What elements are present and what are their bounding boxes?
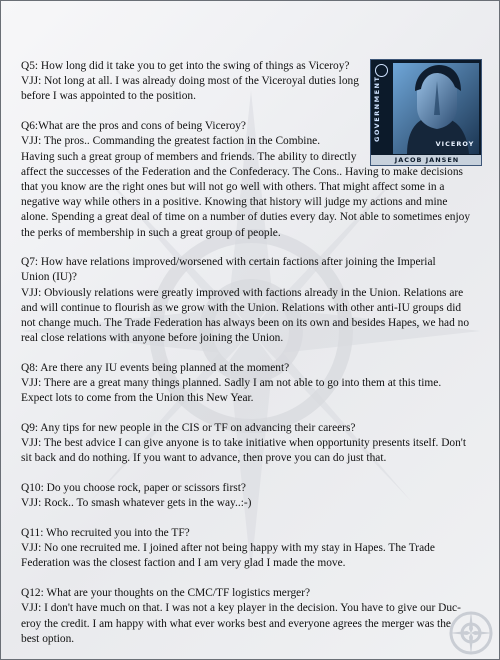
question: Q12: What are your thoughts on the CMC/TF logistics merger? xyxy=(21,587,311,600)
question: Union (IU)? xyxy=(21,271,77,284)
answer-line: eroy the credit. I am happy with what ever works best and everyone agrees the merger was the xyxy=(21,617,451,630)
badge-rank: VICEROY xyxy=(435,140,475,148)
answer-line: VJJ: The pros.. Commanding the greatest faction in the Combine. xyxy=(21,135,321,148)
question: Q7: How have relations improved/worsened with certain factions after joining the Imperial xyxy=(21,256,436,269)
badge-vertical-label: GOVERNMENT xyxy=(373,75,381,143)
qa-block-q9 xyxy=(21,421,487,467)
answer-line: real close relations with anyone before joining the Union. xyxy=(21,332,284,345)
answer-line: Federation was the closest faction and I am very glad I made the move. xyxy=(21,557,346,570)
question: Q11: Who recruited you into the TF? xyxy=(21,527,190,540)
answer-line: Having such a great group of members and friends. The ability to directly xyxy=(21,150,357,163)
answer-line: alone. Spending a great deal of time on a number of duties every day. Not able to sometimes enjoy xyxy=(21,211,471,224)
qa-block-q10 xyxy=(21,481,487,511)
answer-line: not change much. The Trade Federation has always been on its own and besides Hapes, we had no xyxy=(21,317,470,330)
qa-block-q12 xyxy=(21,586,487,647)
question: Q8: Are there any IU events being planned at the moment? xyxy=(21,361,290,374)
answer-line: before I was appointed to the position. xyxy=(21,90,196,103)
answer-line: that you know are the right ones but will not go well with others. That might affect some in a xyxy=(21,180,445,193)
corner-emblem-icon xyxy=(447,609,495,657)
answer-line: VJJ: No one recruited me. I joined after not being happy with my stay in Hapes. The Trade xyxy=(21,542,435,555)
answer-line: affect the successes of the Federation and the Confederacy. The Cons.. Having to make decisions xyxy=(21,165,463,178)
qa-block-q11 xyxy=(21,526,487,572)
qa-block-q7 xyxy=(21,255,487,346)
answer-line: VJJ: The best advice I can give anyone is to take initiative when opportunity presents itself. Don't xyxy=(21,437,467,450)
badge-name: JACOB JANSEN xyxy=(371,155,482,166)
answer-line: the perks of membership in such a great group of people. xyxy=(21,226,281,239)
question: Q9: Any tips for new people in the CIS or TF on advancing their careers? xyxy=(21,422,356,435)
answer-line: and will continue to flourish as we grow with the Union. Relations with other anti-IU groups did xyxy=(21,301,462,314)
question: Q5: How long did it take you to get into the swing of things as Viceroy? xyxy=(21,60,350,72)
answer-line: negative way while others in a positive. Knowing that history will judge my actions and mine xyxy=(21,196,448,209)
question: Q10: Do you choose rock, paper or scissors first? xyxy=(21,482,246,495)
qa-block-q8 xyxy=(21,361,487,407)
answer-line: VJJ: There are a great many things planned. Sadly I am not able to go into them at this time. xyxy=(21,377,442,390)
viceroy-badge xyxy=(370,59,482,166)
answer-line: Expect lots to come from the Union this New Year. xyxy=(21,392,254,405)
answer-line: VJJ: I don't have much on that. I was not a key player in the decision. You have to give our Duc- xyxy=(21,602,461,615)
question: Q6:What are the pros and cons of being Viceroy? xyxy=(21,120,246,133)
answer-line: best option. xyxy=(21,632,75,645)
answer-line: VJJ: Obviously relations were greatly improved with factions already in the Union. Relations are xyxy=(21,286,464,299)
answer-line: sit back and do nothing. If you want to advance, then prove you can do just that. xyxy=(21,452,387,465)
answer-line: VJJ: Not long at all. I was already doing most of the Viceroyal duties long xyxy=(21,75,359,88)
answer-line: VJJ: Rock.. To smash whatever gets in the way..:-) xyxy=(21,497,252,510)
